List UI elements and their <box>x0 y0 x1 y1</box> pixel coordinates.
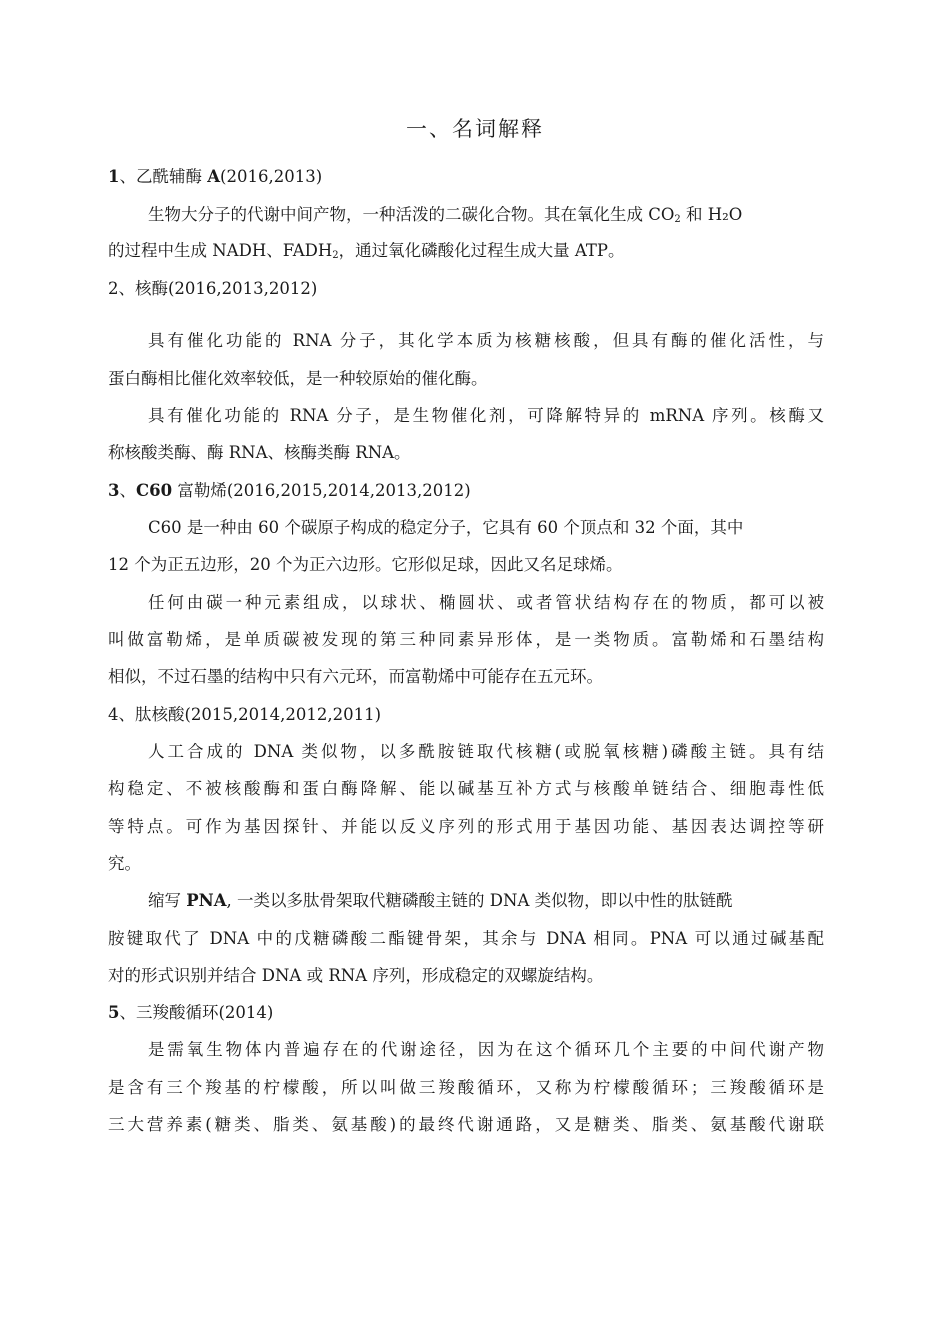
term-number: 1 <box>108 167 120 186</box>
text-run: 生物大分子的代谢中间产物，一种活泼的二碳化合物。其在氧化生成 CO <box>148 205 675 224</box>
paragraph-line: 蛋白酶相比催化效率较低，是一种较原始的催化酶。 <box>108 369 488 388</box>
term-years: (2014) <box>218 1003 274 1022</box>
text-run: 和 H₂O <box>680 205 743 224</box>
term-years: (2016,2013,2012) <box>168 279 318 298</box>
paragraph-line: 是含有三个羧基的柠檬酸，所以叫做三羧酸循环，又称为柠檬酸循环；三羧酸循环是 <box>108 1078 824 1097</box>
page-title: 一、名词解释 <box>406 117 544 141</box>
bold-run: PNA <box>186 891 227 910</box>
text-run: 缩写 <box>148 891 187 910</box>
term-name: 乙酰辅酶 A <box>135 167 221 186</box>
subscript: 2 <box>674 214 681 225</box>
term-number: 2 <box>108 279 119 298</box>
paragraph-line: 三大营养素(糖类、脂类、氨基酸)的最终代谢通路，又是糖类、脂类、氨基酸代谢联 <box>108 1115 824 1134</box>
paragraph-line: 究。 <box>108 854 141 873</box>
separator: 、 <box>119 1003 136 1022</box>
paragraph-line: 是需氧生物体内普遍存在的代谢途径，因为在这个循环几个主要的中间代谢产物 <box>148 1040 824 1059</box>
paragraph-line <box>148 889 824 913</box>
separator: 、 <box>119 167 136 186</box>
paragraph-line: 对的形式识别并结合 DNA 或 RNA 序列，形成稳定的双螺旋结构。 <box>108 966 604 985</box>
paragraph-line: 12 个为正五边形，20 个为正六边形。它形似足球，因此又名足球烯。 <box>108 555 623 574</box>
paragraph-line: 具有催化功能的 RNA 分子，是生物催化剂，可降解特异的 mRNA 序列。核酶又 <box>148 406 824 425</box>
term-name: 三羧酸循环 <box>135 1003 219 1022</box>
subscript: 2 <box>332 250 339 261</box>
paragraph-line: 任何由碳一种元素组成，以球状、椭圆状、或者管状结构存在的物质，都可以被 <box>148 593 824 612</box>
term-years: (2016,2013) <box>220 167 323 186</box>
term-years: (2016,2015,2014,2013,2012) <box>226 481 471 500</box>
term-years: (2015,2014,2012,2011) <box>184 705 382 724</box>
text-run: 的过程中生成 NADH、FADH <box>108 241 333 260</box>
paragraph-line: 等特点。可作为基因探针、并能以反义序列的形式用于基因功能、基因表达调控等研 <box>108 817 824 836</box>
paragraph-line: 具有催化功能的 RNA 分子，其化学本质为核糖核酸，但具有酶的催化活性，与 <box>148 331 824 350</box>
paragraph-line: 人工合成的 DNA 类似物，以多酰胺链取代核糖(或脱氧核糖)磷酸主链。具有结 <box>148 742 824 761</box>
paragraph-line <box>148 203 824 227</box>
term-heading <box>108 165 824 189</box>
paragraph-line: C60 是一种由 60 个碳原子构成的稳定分子，它具有 60 个顶点和 32 个面，其中 <box>148 518 744 537</box>
separator: 、 <box>119 481 136 500</box>
term-name: 富勒烯 <box>172 481 227 500</box>
paragraph-line: 胺键取代了 DNA 中的戊糖磷酸二酯键骨架，其余与 DNA 相同。PNA 可以通过碱基配 <box>108 929 824 948</box>
paragraph-line: 称核酸类酶、酶 RNA、核酶类酶 RNA。 <box>108 443 411 462</box>
term-heading <box>108 703 824 727</box>
paragraph-line: 构稳定、不被核酸酶和蛋白酶降解、能以碱基互补方式与核酸单链结合、细胞毒性低 <box>108 779 824 798</box>
term-number: 3 <box>108 481 120 500</box>
text-run: ，通过氧化磷酸化过程生成大量 ATP。 <box>338 241 625 260</box>
term-heading <box>108 277 824 301</box>
term-number: 5 <box>108 1003 120 1022</box>
text-run: , 一类以多肽骨架取代糖磷酸主链的 DNA 类似物，即以中性的肽链酰 <box>226 891 733 910</box>
term-name: 核酶 <box>135 279 168 298</box>
term-name: 肽核酸 <box>135 705 185 724</box>
paragraph-line <box>108 239 824 263</box>
term-heading <box>108 1001 824 1025</box>
separator: 、 <box>118 279 135 298</box>
term-heading <box>108 479 824 503</box>
term-name-bold: C60 <box>135 481 173 500</box>
paragraph-line: 相似，不过石墨的结构中只有六元环，而富勒烯中可能存在五元环。 <box>108 667 603 686</box>
paragraph-line: 叫做富勒烯，是单质碳被发现的第三种同素异形体，是一类物质。富勒烯和石墨结构 <box>108 630 824 649</box>
term-number: 4 <box>108 705 119 724</box>
separator: 、 <box>118 705 135 724</box>
